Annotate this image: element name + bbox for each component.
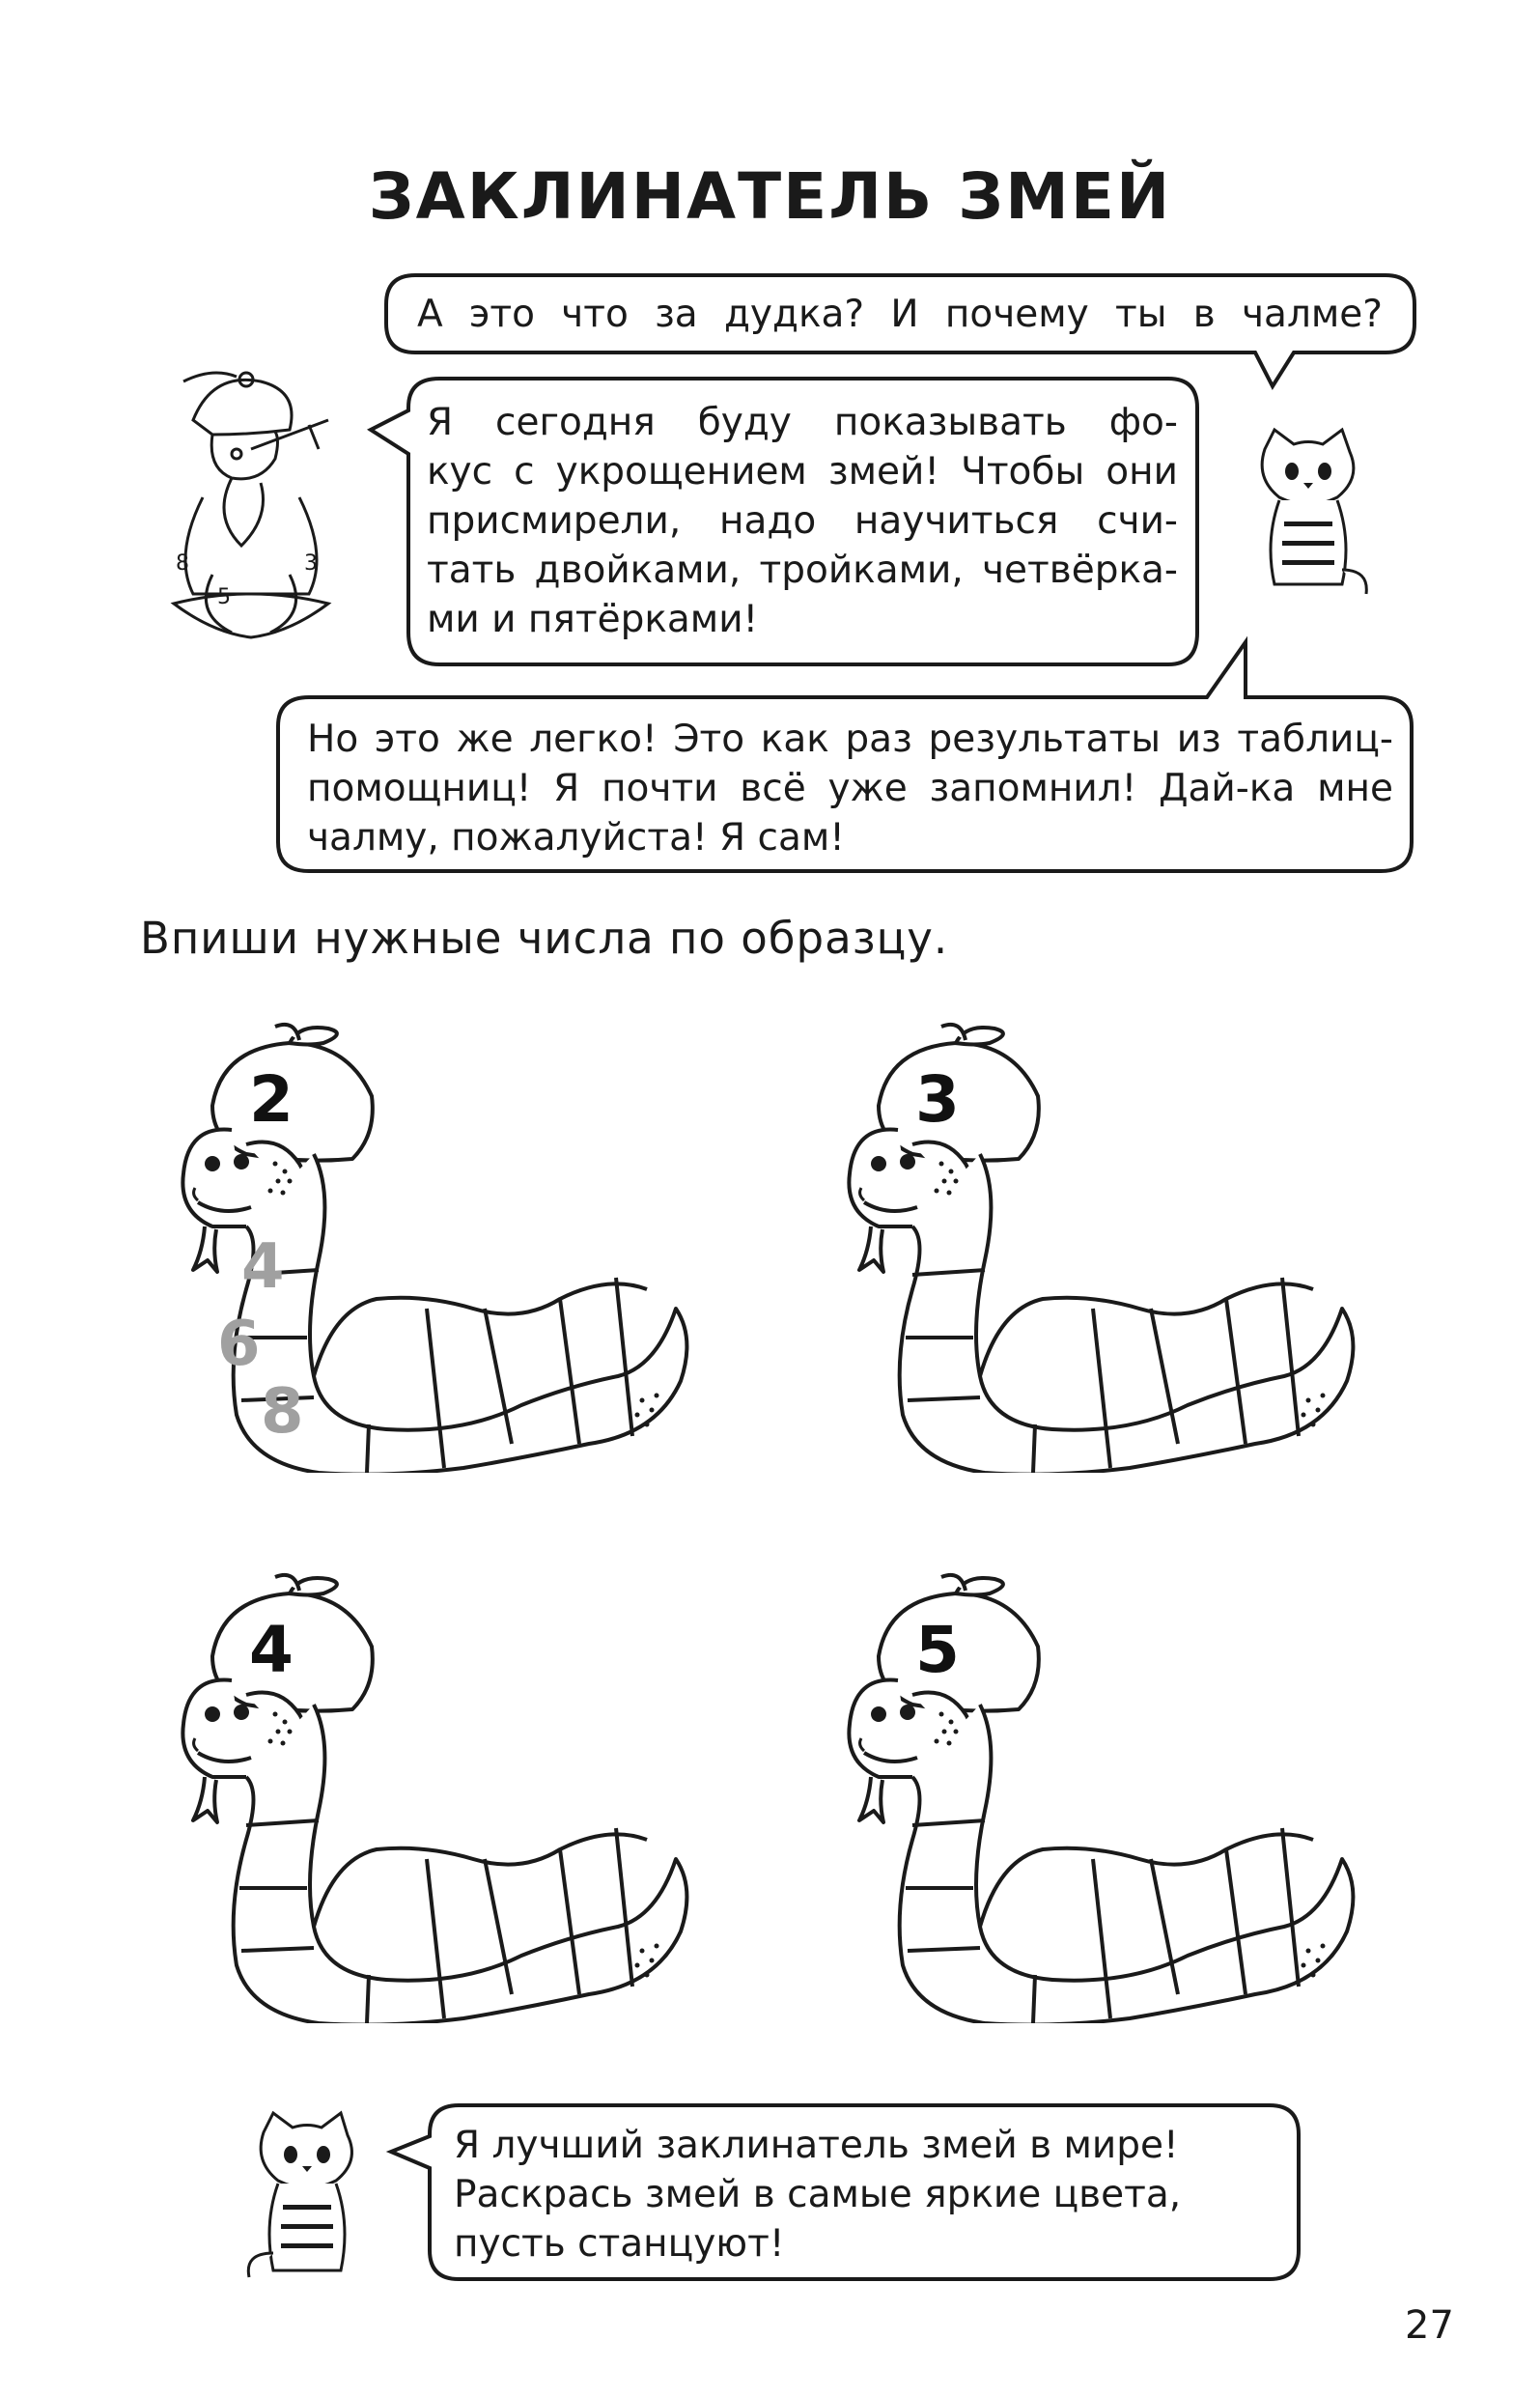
kitten-reply-bubble-text <box>307 715 1393 862</box>
snake-turban-number: 3 <box>915 1062 960 1137</box>
example-number: 6 <box>217 1309 261 1380</box>
bubble-line: тать двойками, тройками, четвёрка- <box>427 549 1178 592</box>
bubble-line: ми и пятёрками! <box>427 598 759 641</box>
bubble-line: Но это же легко! Это как раз результаты из таблиц- <box>307 718 1393 761</box>
charmer-digit: 3 <box>304 551 318 576</box>
bubble-line: помощниц! Я почти всё уже запомнил! Дай-ка мне <box>307 767 1393 810</box>
snake-drawing <box>801 1569 1400 2023</box>
example-number: 4 <box>241 1231 285 1303</box>
snake-charmer-illustration <box>154 362 348 652</box>
bubble-line: Я лучший заклинатель змей в мире! <box>454 2124 1179 2167</box>
bubble-line: присмирели, надо научиться счи- <box>427 499 1178 543</box>
snake-drawing <box>801 1019 1400 1473</box>
snake-drawing <box>135 1569 734 2023</box>
instruction-text: Впиши нужные числа по образцу. <box>140 913 949 964</box>
bubble-line: кус с укрощением змей! Чтобы они <box>427 450 1178 493</box>
kitten-illustration-top <box>1246 425 1371 604</box>
page-title: ЗАКЛИНАТЕЛЬ ЗМЕЙ <box>368 159 1172 234</box>
snake-card-2 <box>135 1019 734 1473</box>
snake-turban-number: 4 <box>249 1613 294 1687</box>
final-bubble-text <box>454 2121 1284 2269</box>
snake-card-4 <box>135 1569 734 2023</box>
snake-turban-number: 2 <box>249 1062 294 1137</box>
snake-drawing <box>135 1019 734 1473</box>
bubble-line: пусть станцуют! <box>454 2222 785 2266</box>
question-bubble-text <box>417 290 1383 339</box>
bubble-line: Я сегодня буду показывать фо- <box>427 401 1178 444</box>
snake-card-5 <box>801 1569 1400 2023</box>
page-number: 27 <box>1405 2303 1454 2348</box>
bubble-line: А это что за дудка? И почему ты в чалме? <box>417 293 1383 336</box>
kitten-illustration-bottom <box>239 2108 384 2287</box>
bubble-line: Раскрась змей в самые яркие цвета, <box>454 2173 1182 2216</box>
snake-card-3 <box>801 1019 1400 1473</box>
bubble-line: чалму, пожалуйста! Я сам! <box>307 816 845 860</box>
example-number: 8 <box>261 1376 304 1448</box>
snake-turban-number: 5 <box>915 1613 960 1687</box>
charmer-bubble-text <box>427 398 1178 644</box>
charmer-digit: 8 <box>176 551 189 576</box>
charmer-digit: 5 <box>217 585 231 609</box>
